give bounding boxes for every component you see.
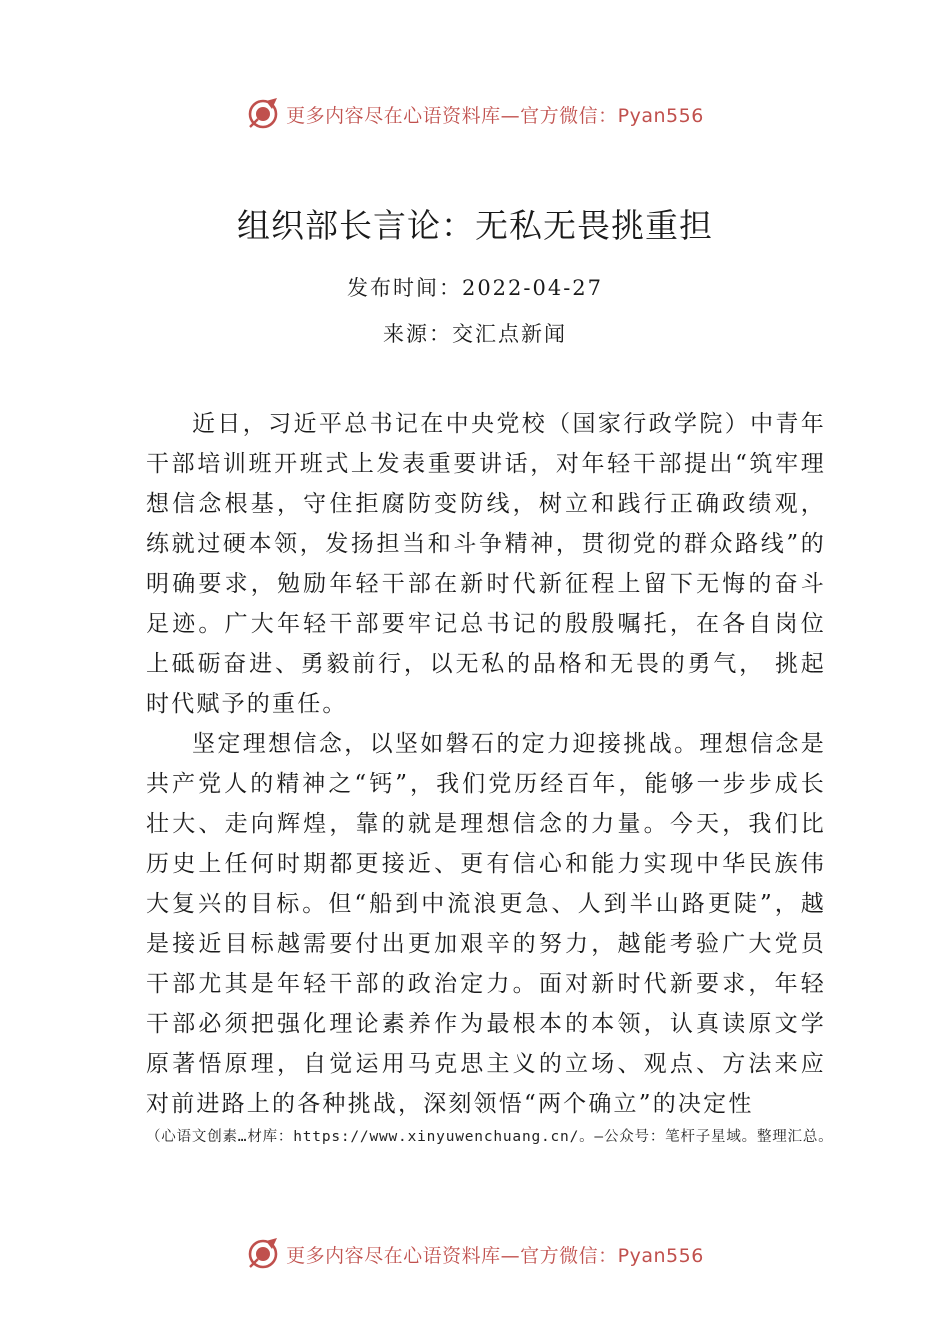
publish-date: 发布时间：2022-04-27 xyxy=(346,276,604,300)
banner-text: 更多内容尽在心语资料库—官方微信：Pyan556 xyxy=(286,1244,704,1267)
footer-banner xyxy=(0,1234,950,1274)
paragraph: 坚定理想信念，以坚如磐石的定力迎接挑战。理想信念是共产党人的精神之“钙”，我们党历经百年，能够一步步成长壮大、走向辉煌，靠的就是理想信念的力量。今天，我们比历史上任何时期都更接近、更有信心和能力实现中华民族伟大复兴的目标。但“船到中流浪更急、人到半山路更陡”，越是接近目标越需要付出更加艰辛的努力，越能考验广大党员干部尤其是年轻干部的政治定力。面对新时代新要求，年轻干部必须把强化理论素养作为最根本的本领，认真读原文学原著悟原理，自觉运用马克思主义的立场、观点、方法来应对前进路上的各种挑战，深刻领悟“两个确立”的决定性 xyxy=(146,731,826,1117)
paragraph: 近日，习近平总书记在中央党校（国家行政学院）中青年干部培训班开班式上发表重要讲话，对年轻干部提出“筑牢理想信念根基，守住拒腐防变防线，树立和践行正确政绩观，练就过硬本领，发扬担当和斗争精神，贯彻党的群众路线”的明确要求，勉励年轻干部在新时代新征程上留下无悔的奋斗足迹。广大年轻干部要牢记总书记的殷殷嘱托，在各自岗位上砥砺奋进、勇毅前行，以无私的品格和无畏的勇气， 挑起时代赋予的重任。 xyxy=(146,411,826,717)
article-body xyxy=(146,404,826,1124)
pen-seal-icon xyxy=(246,1237,280,1271)
header-banner xyxy=(0,94,950,134)
article-source: 来源：交汇点新闻 xyxy=(383,322,567,346)
banner-text: 更多内容尽在心语资料库—官方微信：Pyan556 xyxy=(286,104,704,127)
pen-seal-icon xyxy=(246,97,280,131)
article-title: 组织部长言论：无私无畏挑重担 xyxy=(237,206,713,245)
footnote: （心语文创素…材库：https://www.xinyuwenchuang.cn/。—公众号：笔杆子星域。整理汇总。 xyxy=(146,1129,834,1145)
